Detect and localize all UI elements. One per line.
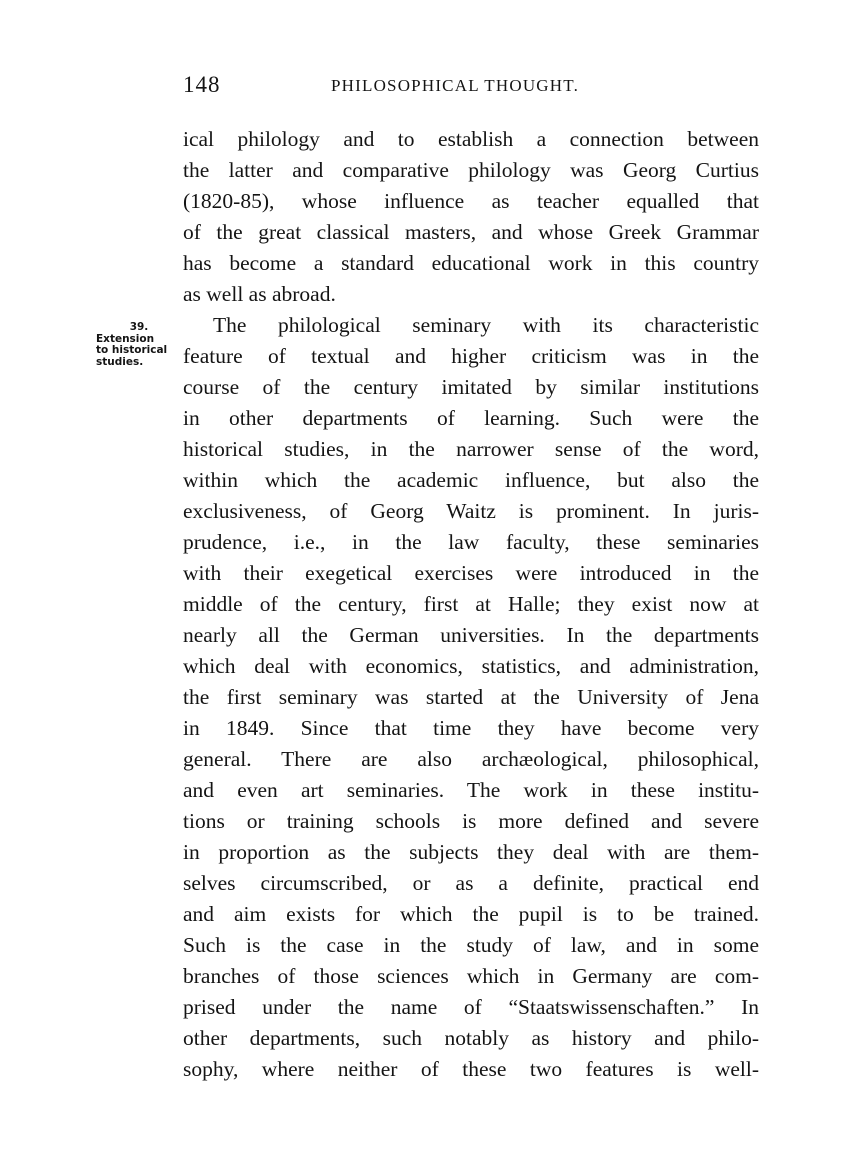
body-text [183,124,759,1085]
paragraph-start-line: The philological seminary with its characteristic [213,313,759,337]
text-line: which deal with economics, statistics, and administration, [183,654,759,678]
text-line: sophy, where neither of these two features is well- [183,1057,759,1081]
text-line: exclusiveness, of Georg Waitz is prominent. In juris- [183,499,759,523]
text-line: branches of those sciences which in Germany are com- [183,964,759,988]
text-line: ical philology and to establish a connection between [183,127,759,151]
text-line: feature of textual and higher criticism was in the [183,344,759,368]
margin-note-number: 39. [129,321,149,333]
text-line: with their exegetical exercises were introduced in the [183,561,759,585]
text-line: of the great classical masters, and whose Greek Grammar [183,220,759,244]
paragraph-end-line: as well as abroad. [183,282,336,306]
text-line: the latter and comparative philology was Georg Curtius [183,158,759,182]
text-line: the first seminary was started at the University of Jena [183,685,759,709]
text-line: middle of the century, first at Halle; they exist now at [183,592,759,616]
margin-note-line: to historical [96,344,168,356]
page-header [183,72,759,106]
text-line: course of the century imitated by similar institutions [183,375,759,399]
text-line: prised under the name of “Staatswissenschaften.” In [183,995,759,1019]
text-line: other departments, such notably as history and philo- [183,1026,759,1050]
text-line: selves circumscribed, or as a definite, practical end [183,871,759,895]
page-number: 148 [183,72,221,97]
margin-note-line: studies. [96,355,144,368]
text-line: and aim exists for which the pupil is to be trained. [183,902,759,926]
running-head: PHILOSOPHICAL THOUGHT. [331,76,580,95]
text-line: historical studies, in the narrower sense of the word, [183,437,759,461]
text-line: in other departments of learning. Such were the [183,406,759,430]
text-line: tions or training schools is more defined and severe [183,809,759,833]
text-line: and even art seminaries. The work in these institu- [183,778,759,802]
text-line: within which the academic influence, but also the [183,468,759,492]
text-line: general. There are also archæological, philosophical, [183,747,759,771]
text-line: in 1849. Since that time they have become very [183,716,759,740]
text-line: (1820-85), whose influence as teacher equalled that [183,189,759,213]
text-line: in proportion as the subjects they deal with are them- [183,840,759,864]
margin-note-line: Extension [96,332,155,345]
margin-note [96,322,182,368]
text-line: prudence, i.e., in the law faculty, these seminaries [183,530,759,554]
text-line: Such is the case in the study of law, and in some [183,933,759,957]
text-line: nearly all the German universities. In the departments [183,623,759,647]
text-line: has become a standard educational work in this country [183,251,759,275]
